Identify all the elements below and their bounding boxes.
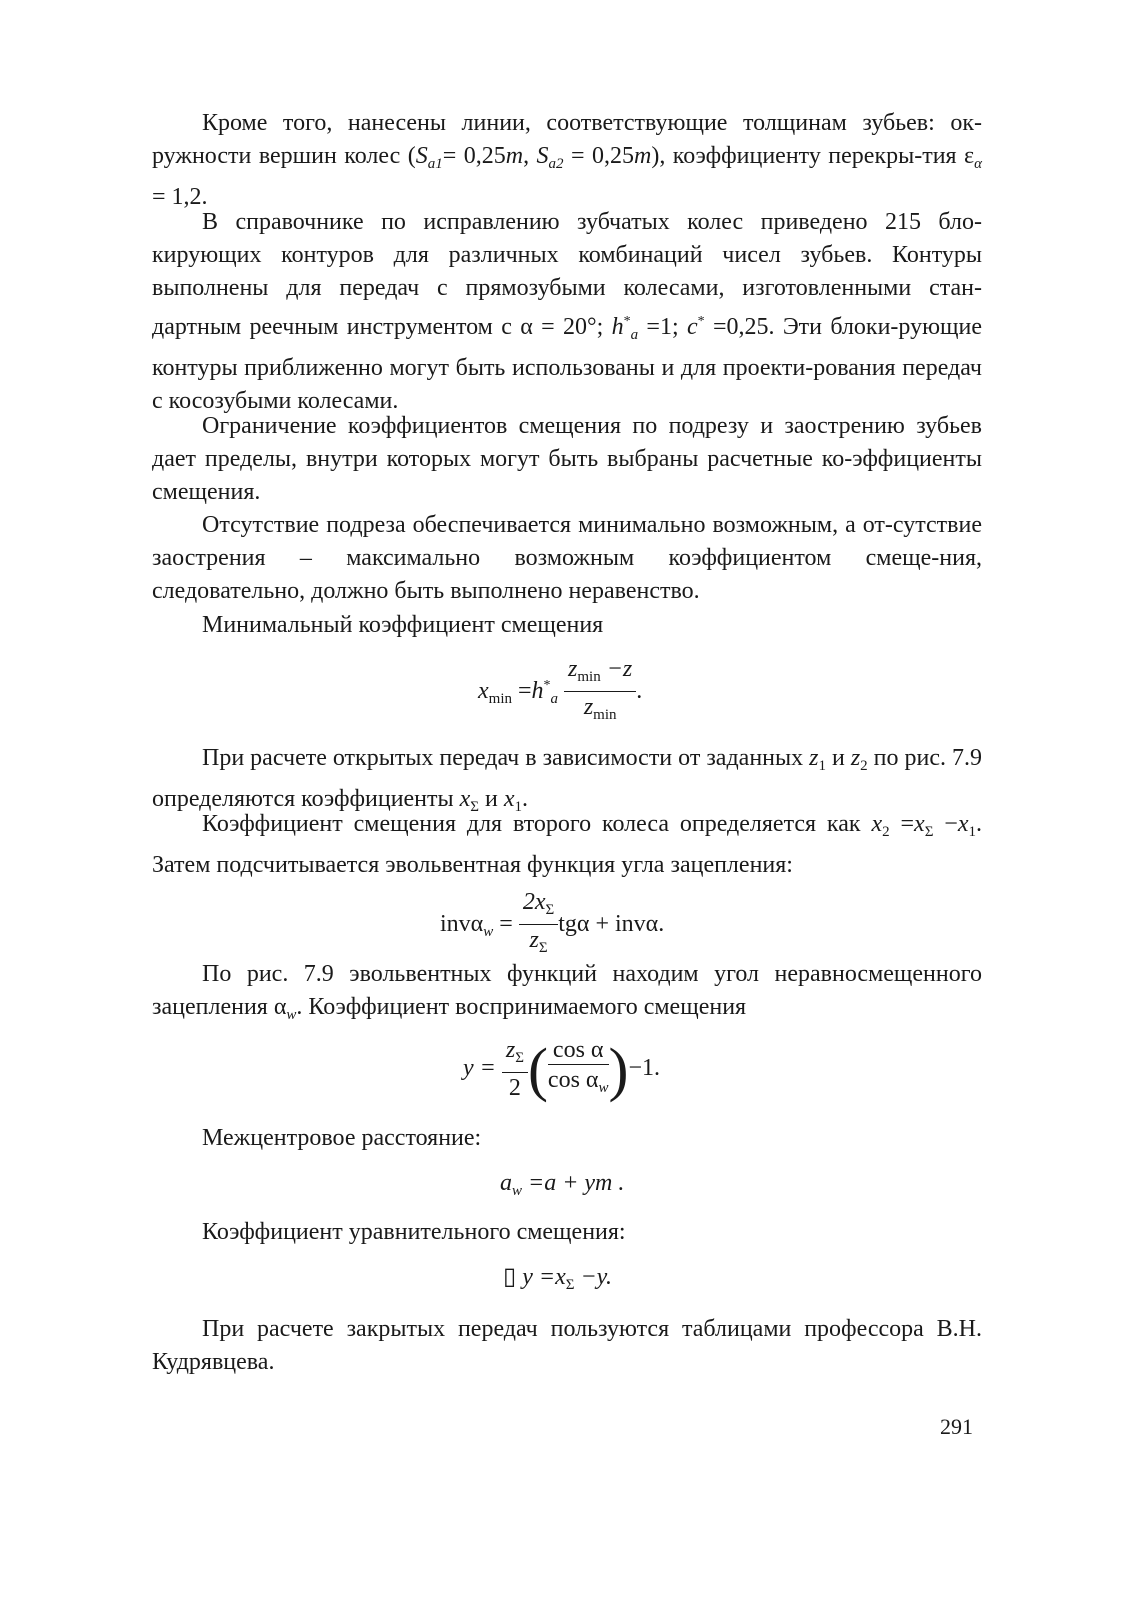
eq-aw-rhs: =a + ym . [522, 1170, 625, 1196]
eq-y-fraction [502, 1036, 528, 1103]
p6-text-c: по рис. 7.9 определяются коэффициенты [152, 745, 982, 812]
eq-inv-fraction [519, 888, 558, 963]
symbol-h: h [611, 314, 624, 340]
eq-y-inner-fraction [548, 1036, 609, 1103]
eq-xmin-equals: = [512, 678, 532, 705]
symbol-s: S [536, 143, 549, 169]
eq-xmin-a: a [550, 691, 559, 708]
eq-xmin-tail: . [636, 678, 643, 705]
eq-xmin-fraction [564, 655, 636, 730]
symbol-z: z [850, 745, 861, 771]
equation-y [463, 1036, 660, 1103]
eq-xmin-num-sub: min [577, 669, 601, 685]
eq-xmin-h: h [531, 678, 544, 705]
p3-text: Ограничение коэффициентов смещения по подрезу и заострению зубьев дает пределы, внутри которых могут быть выбраны расчетные ко-эффициенты смещения. [152, 413, 982, 505]
p1-text-f: = 1,2. [152, 184, 208, 210]
p1-text-d: = 0,25 [563, 143, 634, 169]
symbol-x: x [503, 786, 515, 812]
paragraph-3 [152, 410, 982, 509]
paragraph-1 [152, 107, 982, 214]
paragraph-7: Коэффициент смещения для второго колеса определяется как $x_2 =x_\Sigma -x_1$. Затем подсчитывается эвольвентная функция угла зацепления: [152, 811, 983, 878]
sub-a2: a2 [548, 156, 564, 172]
eq-y-num: z [505, 1037, 516, 1063]
sub-alpha: α [974, 156, 982, 172]
sup-star: * [697, 314, 705, 329]
paragraph-10 [152, 1216, 982, 1249]
p2-text-a: В справочнике по исправлению зубчатых колес приведено 215 бло-кирующих контуров для различных комбинаций чисел зубьев. Контуры выполнены для передач с прямозубыми колесами, изготовленными стан-дартным реечным инструментом с α = 20°; [152, 209, 982, 340]
equation-xmin [478, 655, 642, 730]
p1-text-c: , [523, 143, 537, 169]
paragraph-9 [152, 1122, 982, 1155]
p1-text-a: Кроме того, нанесены линии, соответствующие толщинам зубьев: ок-ружности вершин колес ( [152, 110, 982, 169]
equation-inv [440, 888, 664, 963]
sub-1: 1 [514, 799, 523, 815]
eq-y-num-sub: Σ [515, 1050, 524, 1066]
eq-dy-tail: −y. [574, 1264, 612, 1290]
p8-text-b: . Коэффициент воспринимаемого смещения [296, 994, 747, 1020]
eq-y-lhs: y = [463, 1055, 496, 1082]
eq-xmin-den-z: z [583, 694, 594, 720]
p9-text: Межцентровое расстояние: [202, 1125, 482, 1151]
eq-inv-num-sub: Σ [545, 902, 555, 918]
eq-xmin-den-sub: min [593, 707, 617, 723]
eq-xmin-sub: min [488, 691, 512, 708]
eq-dy-glyph: ▯ [503, 1264, 517, 1290]
paragraph-5 [152, 609, 982, 642]
equation-delta-y [503, 1262, 612, 1300]
p8-text-a: По рис. 7.9 эвольвентных функций находим угол неравносмещенного зацепления [152, 961, 982, 1020]
symbol-c: c [686, 314, 698, 340]
p11-text: При расчете закрытых передач пользуются таблицами профессора В.Н. Кудрявцева. [152, 1316, 982, 1375]
eq-y-den: 2 [508, 1075, 521, 1101]
symbol-z: z [809, 745, 819, 771]
eq-inv-den: z [529, 927, 539, 953]
paragraph-2 [152, 206, 982, 418]
eq-dy-text: y =x [522, 1264, 566, 1290]
eq-y-inner-den-sub: w [598, 1080, 609, 1096]
eq-xmin-num-z: z [568, 656, 578, 682]
p7-text-b: . Затем подсчитывается эвольвентная функция угла зацепления: [152, 811, 983, 878]
eq-y-left-paren: ( [527, 1036, 548, 1103]
eq-xmin-lhs: x [478, 678, 489, 705]
page-number: 291 [940, 1414, 973, 1439]
eq-inv-num: 2x [522, 889, 546, 915]
p2-text-c: =0,25. Эти блоки-рующие контуры приближенно могут быть использованы и для проекти-рования передач с косозубыми колесами. [152, 314, 983, 414]
eq-xmin-star: * [543, 678, 551, 694]
p6-text-b: и [825, 745, 851, 771]
p1-text-b: = 0,25 [442, 143, 506, 169]
eq-inv-equals: = [493, 911, 513, 938]
eq-inv-den-sub: Σ [538, 940, 548, 956]
p5-text: Минимальный коэффициент смещения [202, 612, 604, 638]
eq-aw-lhs: a [500, 1170, 512, 1196]
eq-inv-lhs: invα [440, 911, 484, 938]
eq-inv-tail: tgα + invα. [558, 911, 665, 938]
sub-1: 1 [818, 758, 826, 774]
p7-text-a: Коэффициент смещения для второго колеса определяется как [202, 811, 872, 837]
paragraph-8: По рис. 7.9 эвольвентных функций находим угол неравносмещенного зацепления $\alpha_w$. Коэффициент воспринимаемого смещения [152, 961, 982, 1023]
eq-dy-sub: Σ [565, 1277, 575, 1293]
p10-text: Коэффициент уравнительного смещения: [202, 1219, 626, 1245]
eq-inv-sub: w [483, 924, 494, 941]
eq-y-right-paren: ) [608, 1036, 629, 1103]
sub-sigma: Σ [470, 799, 480, 815]
eq-xmin-num-minus: −z [600, 656, 633, 682]
sup-star: * [623, 314, 631, 329]
eq-y-inner-den: cos α [547, 1067, 599, 1093]
equation-aw [500, 1168, 624, 1206]
p4-text: Отсутствие подреза обеспечивается минимально возможным, а от-сутствие заострения – максимально возможным коэффициентом смеще-ния, следовательно, должно быть выполнено неравенство. [152, 512, 982, 604]
paragraph-4 [152, 509, 982, 608]
paragraph-11 [152, 1313, 982, 1379]
p2-text-b: =1; [638, 314, 687, 340]
p6-text-d: и [479, 786, 504, 812]
p6-text-e: . [522, 786, 529, 812]
sub-a: a [630, 327, 639, 343]
p6-text-a: При расчете открытых передач в зависимости от заданных [202, 745, 810, 771]
symbol-m: m [505, 143, 524, 169]
p1-text-e: ), коэффициенту перекры-тия ε [651, 143, 975, 169]
symbol-x: x [459, 786, 471, 812]
eq-y-inner-num: cos α [548, 1036, 609, 1065]
eq-aw-sub: w [512, 1183, 523, 1199]
symbol-s: S [415, 143, 428, 169]
symbol-m: m [634, 143, 652, 169]
eq-y-tail: −1. [628, 1055, 661, 1082]
sub-a1: a1 [427, 156, 443, 172]
sub-2: 2 [860, 758, 868, 774]
